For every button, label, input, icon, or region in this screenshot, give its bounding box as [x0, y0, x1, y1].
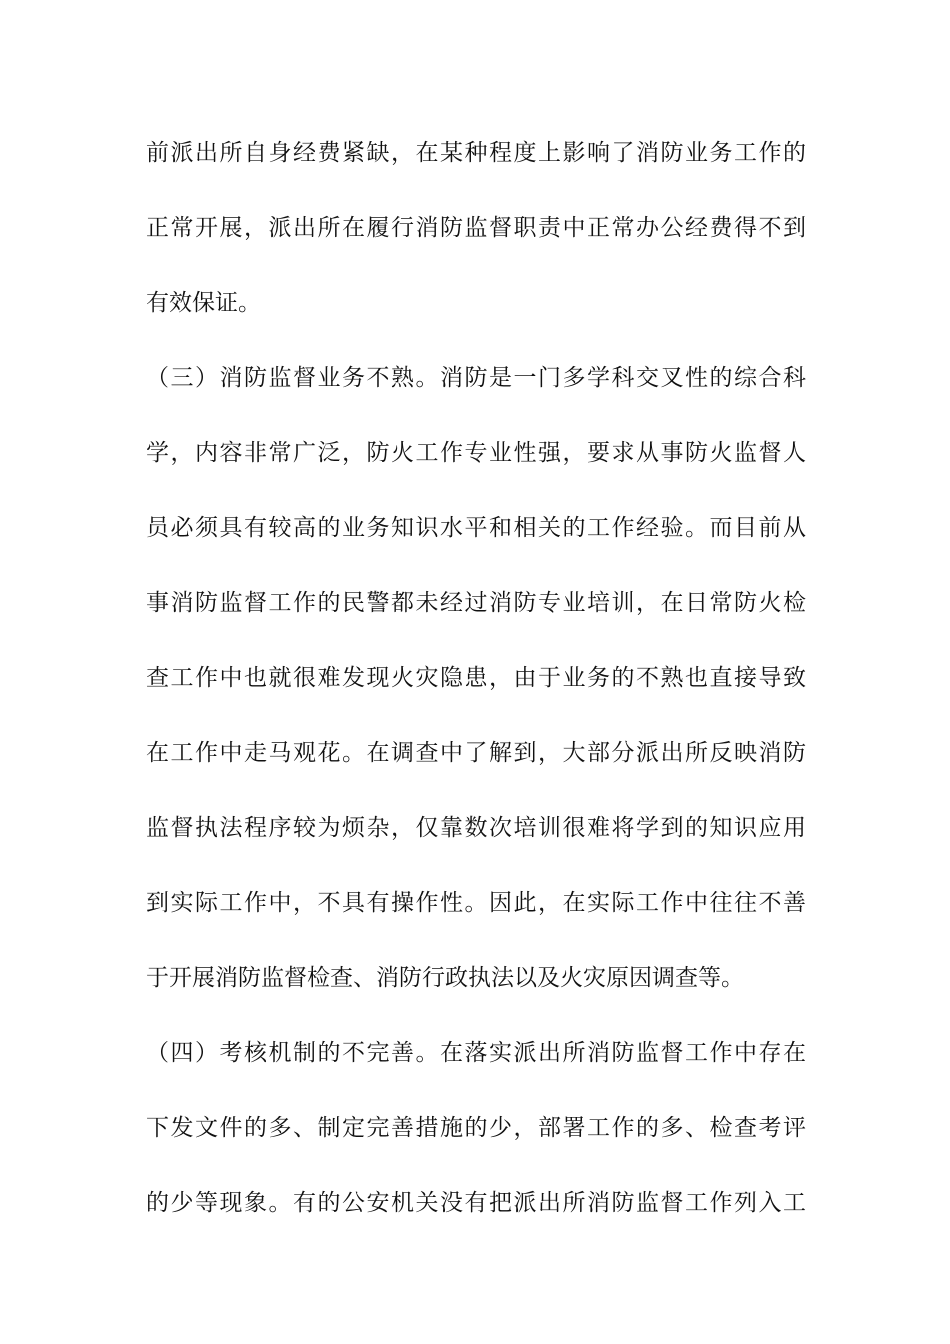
- text-line: 有效保证。: [146, 290, 261, 316]
- text-line: 在工作中走马观花。在调查中了解到，大部分派出所反映消防: [146, 740, 806, 766]
- text-line: 下发文件的多、制定完善措施的少，部署工作的多、检查考评: [146, 1115, 806, 1141]
- text-line: 前派出所自身经费紧缺，在某种程度上影响了消防业务工作的: [146, 140, 806, 166]
- text-line: 学，内容非常广泛，防火工作专业性强，要求从事防火监督人: [146, 440, 806, 466]
- text-line: 到实际工作中，不具有操作性。因此，在实际工作中往往不善: [146, 890, 806, 916]
- text-line: 事消防监督工作的民警都未经过消防专业培训，在日常防火检: [146, 590, 806, 616]
- text-line: 的少等现象。有的公安机关没有把派出所消防监督工作列入工: [146, 1190, 806, 1216]
- text-line: 正常开展，派出所在履行消防监督职责中正常办公经费得不到: [146, 215, 806, 241]
- text-line: （四）考核机制的不完善。在落实派出所消防监督工作中存在: [146, 1040, 806, 1066]
- text-line: 查工作中也就很难发现火灾隐患，由于业务的不熟也直接导致: [146, 665, 806, 691]
- text-line: 员必须具有较高的业务知识水平和相关的工作经验。而目前从: [146, 515, 806, 541]
- text-line: 于开展消防监督检查、消防行政执法以及火灾原因调查等。: [146, 965, 744, 991]
- text-line: 监督执法程序较为烦杂，仅靠数次培训很难将学到的知识应用: [146, 815, 806, 841]
- text-line: （三）消防监督业务不熟。消防是一门多学科交叉性的综合科: [146, 365, 806, 391]
